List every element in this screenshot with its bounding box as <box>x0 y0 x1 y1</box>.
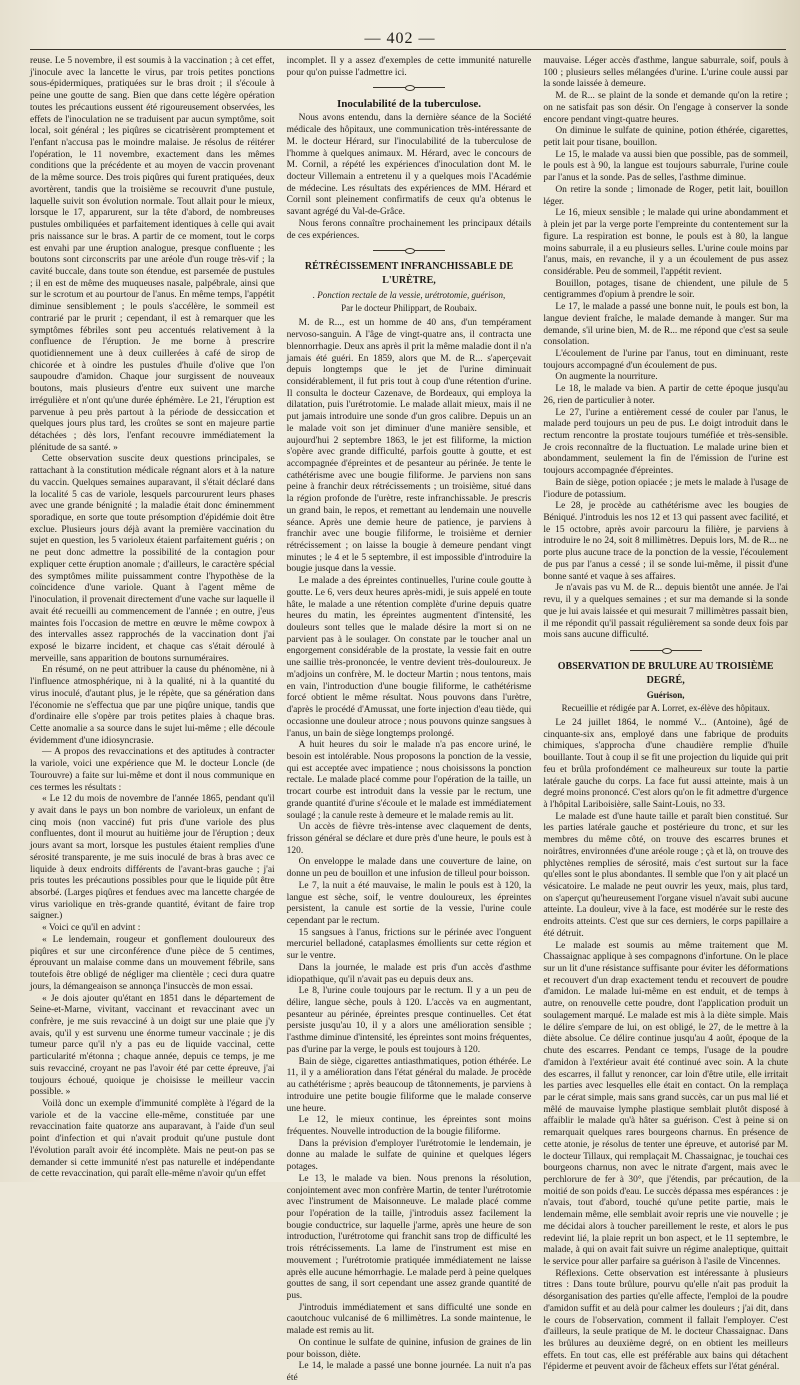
header-rule <box>30 49 786 50</box>
text-columns <box>30 56 789 1384</box>
page-number: — 402 — <box>364 30 436 47</box>
paragraph: Le 17, le malade a passé une bonne nuit, le pouls est bon, la langue devient fraîche, le malade demande à manger. Sur ma demande, s'il urine bien, M. de R... me répond que c'est sa seule consolation. <box>543 302 789 348</box>
paragraph: Le malade est d'une haute taille et paraît bien constitué. Sur les parties latérale gauche et postérieure du tronc, et sur les membres du même côté, on trouve des escarres brunes et noirâtres, environnées d'une aréole rouge ; çà et là, on trouve des phlyctènes remplies de sérosité, mais c'est surtout sur la face qu'elles sont le plus abondantes. Il semble que l'on y ait placé un vésicatoire. Le malade ne peut ouvrir les yeux, mais, plus tard, on s'aperçut qu'heureusement l'organe visuel n'avait subi aucune atteinte. La douleur, vive à la face, est modérée sur le reste des endroits atteints. C'est que sur ces derniers, le corps papillaire a été détruit. <box>543 811 789 939</box>
author-byline: Recueillie et rédigée par A. Lorret, ex-élève des hôpitaux. <box>561 702 770 713</box>
paragraph: Dans la journée, le malade est pris d'un accès d'asthme idiopathique, qu'il n'avait pas eu depuis deux ans. <box>286 962 532 985</box>
section-subtitle <box>543 690 788 701</box>
paragraph: Le malade est soumis au même traitement que M. Chassaignac applique à ses compagnons d'infortune. On le place sur un lit d'une résistance suffisante pour éviter les déformations et recouvert d'un drap exactement tendu et recouvert de poudre d'amidon. Le malade lui-même en est enduit, et de temps à autre, on renouvelle cette poudre, dont l'application produit un soulagement marqué. Le malade est mis à la diète simple. Mais le délire s'empare de lui, on est obligé, le 27, de le mettre à la diète absolue. Ce délire continue jusqu'au 4 août, époque de la chute des escarres. Pendant ce temps, l'usage de la poudre d'amidon à l'extérieur avait été continué avec soin. A la chute des escarres, il fallut y renoncer, car loin d'être utile, elle irritait les parties avec lesquelles elle était en contact. On la remplaça par le cérat simple, mais sans grand succès, car un pus mal lié et mêlé de mauvaise lymphe plastique semblait plutôt disposé à affaiblir le malade qu'à hâter sa guérison. C'est à peine si on remarquait quelques rares bourgeons charnus. En présence de cette atonie, je résolus de tenter une épreuve, et autorisé par M. le docteur Tillaux, qui remplaçait M. Chassaignac, je touchai ces bourgeons charnus, non avec le nitrate d'argent, mais avec le perchlorure de fer à 30°, que j'étendis, par précaution, de la moitié de son poids d'eau. Le succès dépassa mes espérances : je n'avais, tout d'abord, touché qu'une petite partie, mais le lendemain même, elle semblait avoir repris une vie nouvelle ; je me décidai alors à toucher pareillement le reste, et alors le pus redevint lié, la plaie reprit un bon aspect, et le 11 septembre, le malade, à qui on avait fait suivre un régime analeptique, quittait le service pour aller parfaire sa guérison à l'asile de Vincennes. <box>543 940 789 1267</box>
paragraph: Le 8, l'urine coule toujours par le rectum. Il y a un peu de délire, langue sèche, pouls à 120. L'accès va en augmentant, pesanteur au périnée, épreintes presque continuelles. Cet état persiste jusqu'au 10, il y a alors une amélioration sensible ; l'asthme diminue d'intensité, les épreintes sont moins fréquentes, pas d'urine par la verge, le pouls est toujours à 120. <box>286 986 532 1055</box>
paragraph: Le 7, la nuit a été mauvaise, le malin le pouls est à 120, la langue est sèche, soif, le ventre douloureux, les épreintes persistent, la canule est sortie de la vessie, l'urine coule cependant par le rectum. <box>286 880 532 926</box>
paragraph: « Je dois ajouter qu'étant en 1851 dans le département de Seine-et-Marne, vivitant, vaccinant et revaccinant avec un confrère, je me suis revacciné à un doigt sur une plaie que j'y avais, qu'il y est survenu une énorme tumeur vaccinale ; je dis tumeur parce qu'il n'y a pas eu de liquide vaccinal, cette particularité m'étonna ; chaque année, depuis ce temps, je me suis revacciné, croyant ne pas l'avoir été par cette épreuve, j'ai toujours échoué, quoique je choisisse le meilleur vaccin possible. » <box>30 993 275 1098</box>
paragraph: Le 13, le malade va bien. Nous prenons la résolution, conjointement avec mon confrère Martin, de tenter l'urétrotomie avec l'instrument de Maisonneuve. Le malade placé comme pour l'opération de la taille, j'introduis assez facilement la bougie conductrice, sur laquelle j'arme, après une heure de son introduction, l'urétrotome qui franchit sans trop de difficulté les trois rétrécissements. La lame de l'instrument est mise en mouvement ; l'urétrotomie pratiquée immédiatement ne laisse après elle aucune hémorrhagie. Le malade perd à peine quelques gouttes de sang, il sort cependant une assez grande quantité de pus. <box>286 1173 532 1301</box>
paragraph: Le 28, je procède au cathétérisme avec les bougies de Béniqué. J'introduis les nos 12 et 13 qui passent avec facilité, et le 15 octobre, après avoir parcouru la filière, je parviens à introduire le no 24, soit 8 millimètres. Depuis lors, M. de R... ne porte plus aucune trace de la ponction de la vessie, l'écoulement de pus par l'anus a cessé ; il se sonde lui-même, il pissit d'une bonne santé et vaque à ses affaires. <box>543 501 789 582</box>
paragraph: Le 15, le malade va aussi bien que possible, pas de sommeil, le pouls est à 90, la langue est toujours saburrale, l'urine coule par l'anus et la sonde. Pas de selles, l'asthme diminue. <box>543 149 789 184</box>
paragraph: On diminue le sulfate de quinine, potion éthérée, cigarettes, petit lait pour tisane, bouillon. <box>543 126 789 149</box>
paragraph: M. de R..., est un homme de 40 ans, d'un tempérament nervoso-sanguin. A l'âge de vingt-quatre ans, il contracta une blennorrhagie. Deux ans après il prit la même maladie dont il n'a jamais été guéri. En 1859, alors que M. de R... s'aperçevait depuis longtemps que le jet de l'urine diminuait considérablement, il fut pris tout à coup d'une rétention d'urine. Il consulta le docteur Cazenave, de Bordeaux, qui employa la dilatation, puis l'urétrotomie. Le malade allait mieux, mais il ne put jamais introduire une sonde d'un gros calibre. Depuis un an le malade voit son jet diminuer d'une manière sensible, et aujourd'hui 2 septembre 1863, le jet est filiforme, la miction s'opère avec grande difficulté, parfois goutte à goutte, et est accompagnée d'épreintes et de pesanteur au périnée. Je tente le cathétérisme avec une bougie filiforme. Je parviens non sans peine à franchir deux rétrécissements ; un troisième, situé dans la région profonde de l'urètre, reste infranchissable. Je prescris un grand bain, le repos, et remettant au lendemain une nouvelle séance. Après une demie heure de patience, je parviens à franchir avec une bougie filiforme, le troisième et dernier rétrécissement ; on laisse la bougie à demeure pendant vingt minutes ; le 4 et le 5 septembre, il est impossible d'introduire la bougie jusque dans la vessie. <box>286 318 532 575</box>
paragraph: Le malade a des épreintes continuelles, l'urine coule goutte à goutte. Le 6, vers deux heures après-midi, je suis appelé en toute hâte, le malade a une rétention complète d'urine depuis quatre heures du matin, les épreintes augmentent d'intensité, les douleurs sont telles que le malade désire la mort si on ne parvient pas à le soulager. On constate par le toucher anal un engorgement considérable de la prostate, la vessie fait en outre une saillie très-prononcée, le ventre devient très-douloureux. Je m'adjoins un confrère, M. le docteur Martin ; nous tentons, mais en vain, l'introduction d'une bougie filiforme, le cathétérisme forcé obtient le même résultat. Nous pouvons dans l'urètre, d'après le procédé d'Amussat, une forte injection d'eau tiède, qui occasionne une douleur atroce ; nous pouvons quinze sangsues à l'anus, un bain de siège longtemps prolongé. <box>286 576 532 739</box>
paragraph: reuse. Le 5 novembre, il est soumis à la vaccination ; à cet effet, j'inocule avec la lancette le virus, par trois petites ponctions sous-épidermiques, pratiquées sur le bras droit ; il s'écoule à peine une goutte de sang. Bien que dans cette légère opération toutes les précautions eussent été rigoureusement observées, les effets de l'inoculation ne se traduisent par aucun symptôme, soit local, soit général ; les piqûres se cicatrisèrent promptement et l'enfant n'accusa pas le moindre malaise. Je résolus de réitérer l'opération, le 11 novembre, exactement dans les mêmes conditions que la précédente et au moyen de vaccin provenant de la même source. Des trois piqûres qui furent pratiquées, deux avortèrent, tandis que la troisième se recouvrit d'une pustule, laquelle suivit son évolution normale. Tout allait pour le mieux, lorsque le 17, apparurent, sur la tête d'abord, de nombreuses pustules ombiliquées et parfaitement identiques à celle qui avait pris naissance sur le bras. A partir de ce moment, tout le corps est envahi par une éruption analogue, presque confluente ; les boutons sont circonscrits par une aréole d'un rouge très-vif ; la cavité buccale, dans toute son étendue, est parsemée de pustules ; il en est de même des muqueuses nasale, palpébrale, ainsi que sur le scrotum et au pourtour de l'anus. En même temps, l'appétit diminue sensiblement ; le pouls s'accélère, le sommeil est contrarié par le prurit ; cependant, il est à remarquer que les symptômes fébriles sont peu accentués relativement à la confluence de l'éruption. Je me borne à prescrire quotidiennement une à deux cuillerées à café de sirop de chicorée et à oindre les pustules d'huile d'olive que l'on saupoudre d'amidon. Chaque jour surgissent de nouveaux boutons, mais plusieurs d'entre eux suivent une marche irrégulière et n'ont qu'une durée éphémère. Le 21, l'éruption est parvenue à peu près partout à la période de dessiccation et quelques jours plus tard, les croûtes se sont en majeure partie détachées ; dès lors, l'enfant recouvre immédiatement la plénitude de sa santé. » <box>30 56 275 453</box>
paragraph: Le 27, l'urine a entièrement cessé de couler par l'anus, le malade perd toujours un peu de pus. Le doigt introduit dans le rectum rencontre la prostate toujours tuméfiée et très-sensible. Je crois reconnaître de la fluctuation. Le malade urine bien et abondamment, seulement la fin de l'émission de l'urine est toujours accompagnée d'épreintes. <box>543 407 789 477</box>
paragraph: Dans la prévision d'employer l'urétrotomie le lendemain, je donne au malade le sulfate de quinine et quelques légers potages. <box>286 1138 532 1173</box>
paragraph: A huit heures du soir le malade n'a pas encore uriné, le besoin est intolérable. Nous proposons la ponction de la vessie, qui est acceptée avec impatience ; nous choisissons la ponction rectale. Le malade placé comme pour l'opération de la taille, un trocart courbe est introduit dans la vessie par le rectum, une grande quantité d'urine s'écoule et le malade est immédiatement soulagé ; la canule reste à demeure et le malade remis au lit. <box>286 740 532 821</box>
paragraph: M. de R... se plaint de la sonde et demande qu'on la retire ; on ne satisfait pas son désir. On l'engage à conserver la sonde encore pendant vingt-quatre heures. <box>543 91 789 125</box>
column-3 <box>543 56 789 1373</box>
paragraph: incomplet. Il y a assez d'exemples de cette immunité naturelle pour qu'on puisse l'admettre ici. <box>286 56 532 78</box>
paragraph: « Le 12 du mois de novembre de l'année 1865, pendant qu'il y avait dans le pays un bon nombre de varioleux, un enfant de cinq mois (non vacciné) fut pris d'une variole des plus confluentes, dont il mourut au huitième jour de l'éruption ; deux jours avant sa mort, lorsque les pustules étaient remplies d'une sérosité transparente, je me suis inoculé de bras à bras avec ce liquide à deux endroits différents de l'avant-bras gauche ; j'ai pris toutes les précautions possibles pour que le liquide pût être absorbé. (Larges piqûres et fendues avec ma lancette chargée de virus variolique en très-grande quantité, évitant de faire trop saigner.) <box>30 794 275 922</box>
subtitle-text: Guérison, <box>646 689 685 700</box>
paragraph: Un accès de fièvre très-intense avec claquement de dents, frisson général se déclare et dure près d'une heure, le pouls est à 120. <box>286 822 532 856</box>
paragraph: J'introduis immédiatement et sans difficulté une sonde en caoutchouc vulcanisé de 6 millimètres. La sonde maintenue, le malade est remis au lit. <box>286 1302 532 1337</box>
paragraph: mauvaise. Léger accès d'asthme, langue saburrale, soif, pouls à 100 ; plusieurs selles mélangées d'urine. L'urine coule aussi par la sonde laissée à demeure. <box>543 56 789 90</box>
paragraph: Le 12, le mieux continue, les épreintes sont moins fréquentes. Nouvelle introduction de la bougie filiforme. <box>286 1115 532 1137</box>
section-title-tuberculose: Inoculabilité de la tuberculose. <box>336 98 482 111</box>
section-title-uretre: RÉTRÉCISSEMENT INFRANCHISSABLE DE L'URÈTRE, <box>304 261 514 287</box>
section-title-brulure: OBSERVATION DE BRULURE AU TROISIÈME DEGRÉ, <box>557 660 774 686</box>
paragraph: Cette observation suscite deux questions principales, se rattachant à la constitution médicale régnant alors et à la nature du vaccin. Quelques semaines auparavant, il s'était déclaré dans la localité 5 cas de variole, lesquels parcoururent leurs phases avec une grande bénignité ; la maladie était donc éminemment sporadique, en sorte que toute présomption d'épidémie doit être exclue. Plusieurs jours déjà avant la première vaccination du sujet en question, les 5 varioleux étaient parfaitement guéris ; on ne peut donc admettre la possibilité de la contagion pour expliquer cette éruption anomale ; d'ailleurs, le caractère spécial des symptômes milite puissamment contre l'hypothèse de la coïncidence d'une variole. Quant à l'agent même de l'inoculation, il provenait directement d'une vache sur laquelle il avait été recueilli au commencement de l'année ; en outre, j'eus maintes fois l'occasion de mettre en œuvre le même cowpox à des intervalles assez rapprochés de la vaccination dont j'ai exposé le bizarre incident, et chaque cas s'était déroulé à merveille, sans apparition de boutons surnuméraires. <box>30 454 275 664</box>
column-1 <box>30 56 275 1180</box>
paragraph: Nous avons entendu, dans la dernière séance de la Société médicale des hôpitaux, une communication très-intéressante de M. le docteur Hérard, sur l'inoculabilité de la tuberculose de l'homme à quelques animaux. M. Hérard, avec le concours de M. Cornil, a répété les expériences d'inoculation dont M. le docteur Villemain a entretenu il y a quelques mois l'Académie de médecine. Les résultats des expériences de MM. Hérard et Cornil sont pleinement confirmatifs de ceux qu'a obtenus le savant agrégé du Val-de-Grâce. <box>286 113 532 218</box>
paragraph: « Voici ce qu'il en advint : <box>42 923 141 934</box>
paragraph: Le 24 juillet 1864, le nommé V... (Antoine), âgé de cinquante-six ans, employé dans une fabrique de produits chimiques, s'approcha d'une chaudière remplie d'huile bouillante. Tout à coup il se fit une projection du liquide qui prit feu et brûla profondément ce malheureux sur toute la partie latérale gauche du corps. La face fut aussi atteinte, mais à un degré moins prononcé. C'est alors qu'on le fit admettre d'urgence à l'hôpital Lariboisière, salle Saint-Louis, no 33. <box>543 717 789 810</box>
paragraph: Le 18, le malade va bien. A partir de cette époque jusqu'au 26, rien de particulier à noter. <box>543 384 789 406</box>
section-divider <box>373 85 445 91</box>
paragraph: On retire la sonde ; limonade de Roger, petit lait, bouillon léger. <box>543 184 789 207</box>
section-divider <box>373 248 445 254</box>
paragraph: En résumé, on ne peut attribuer la cause du phénomène, ni à l'influence atmosphérique, ni à la qualité, ni à la quantité du virus inoculé, d'autant plus, je le répète, que sa génération dans l'économie ne s'effectua que par une piqûre unique, tandis que d'ordinaire elle s'opère par trois petites plaies à chaque bras. Cette anomalie a sa source dans le sujet lui-même ; elle découle évidemment d'une idiosyncrasie. <box>30 665 275 746</box>
column-2 <box>286 56 532 1384</box>
paragraph: L'écoulement de l'urine par l'anus, tout en diminuant, reste toujours accompagné d'un écoulement de pus. <box>543 348 789 371</box>
author-byline: Par le docteur Philippart, de Roubaix. <box>341 303 477 314</box>
paragraph: Je n'avais pas vu M. de R... depuis bientôt une année. Je l'ai revu, il y a quelques semaines ; et sur ma demande si la sonde que je lui avais laissée et qui mesurait 7 millimètres passait bien, il me répondit qu'il passait régulièrement sa sonde deux fois par mois sans aucune difficulté. <box>543 583 789 641</box>
paragraph: 15 sangsues à l'anus, frictions sur le périnée avec l'onguent mercuriel belladoné, cataplasmes émollients sur cette région et sur le ventre. <box>286 927 532 962</box>
paragraph: « Le lendemain, rougeur et gonflement douloureux des piqûres et sur une circonférence d'une pièce de 5 centimes, éprouvant un malaise comme dans un mouvement fébrile, sans toutefois être obligé de négliger ma clientèle ; ceci dura quatre jours, la démangeaison se annonça l'insuccès de mon essai. <box>30 934 275 992</box>
paragraph: On augmente la nourriture. <box>555 372 658 383</box>
paragraph: — A propos des revaccinations et des aptitudes à contracter la variole, voici une expérience que M. le docteur Loncle (de Tourouvre) a faite sur lui-même et dont il nous communique en ces termes les résultats : <box>30 747 275 793</box>
paragraph: Le 16, mieux sensible ; le malade qui urine abondamment et à plein jet par la verge porte l'empreinte du contentement sur la figure. La respiration est bonne, le pouls est à 80, la langue moins saburrale, il a eu plusieurs selles. L'urine coule moins par l'anus, mais, en revanche, il y a un écoulement de pus assez considérable. Peu de sommeil, l'appétit revient. <box>543 208 789 277</box>
section-divider <box>630 648 702 654</box>
section-subtitle: . Ponction rectale de la vessie, urétrotomie, guérison, <box>312 290 506 301</box>
paragraph: On enveloppe le malade dans une couverture de laine, on donne un peu de bouillon et une infusion de tilleul pour boisson. <box>286 857 532 880</box>
paragraph: Nous ferons connaître prochainement les principaux détails de ces expériences. <box>286 218 532 241</box>
paragraph: On continue le sulfate de quinine, infusion de graines de lin pour boisson, diète. <box>286 1337 532 1360</box>
paragraph: Bain de siège, potion opiacée ; je mets le malade à l'usage de l'iodure de potassium. <box>543 477 789 500</box>
paragraph: Bouillon, potages, tisane de chiendent, une pilule de 5 centigrammes d'opium à prendre le soir. <box>543 278 789 301</box>
paragraph: Voilà donc un exemple d'immunité complète à l'égard de la variole et de la vaccine elle-même, constituée par une revaccination faite quatorze ans auparavant, à l'aide d'un seul point d'infection et qui n'avait produit qu'une pustule dont l'évolution paraît avoir été incomplète. Mais ne peut-on pas se demander si cette immunité n'est pas naturelle et indépendante de cette revaccination, qui paraît elle-même n'avoir qu'un effet <box>30 1098 275 1180</box>
paragraph: Réflexions. Cette observation est intéressante à plusieurs titres : Dans toute brûlure, pourvu qu'elle n'ait pas produit la désorganisation des parties qu'elle affecte, l'emploi de la poudre d'amidon suffit et au delà pour calmer les douleurs ; j'ai dit, dans le cours de l'observation, comment il fallait l'employer. C'est d'ailleurs, la seule pratique de M. le docteur Chassaignac. Dans les brûlures au deuxième degré, on en obtient les meilleurs effets. En tout cas, elle est préférable aux bains qui détachent l'épiderme et peuvent avoir de fâcheux effets sur l'état général. <box>543 1268 789 1373</box>
paragraph: Bain de siège, cigarettes antiasthmatiques, potion éthérée. Le 11, il y a amélioration dans l'état général du malade. Je procède au cathétérisme ; après beaucoup de tâtonnements, je parviens à introduire une petite bougie filiforme que le malade conserve une heure. <box>286 1056 532 1114</box>
paragraph: Le 14, le malade a passé une bonne journée. La nuit n'a pas été <box>286 1361 532 1384</box>
